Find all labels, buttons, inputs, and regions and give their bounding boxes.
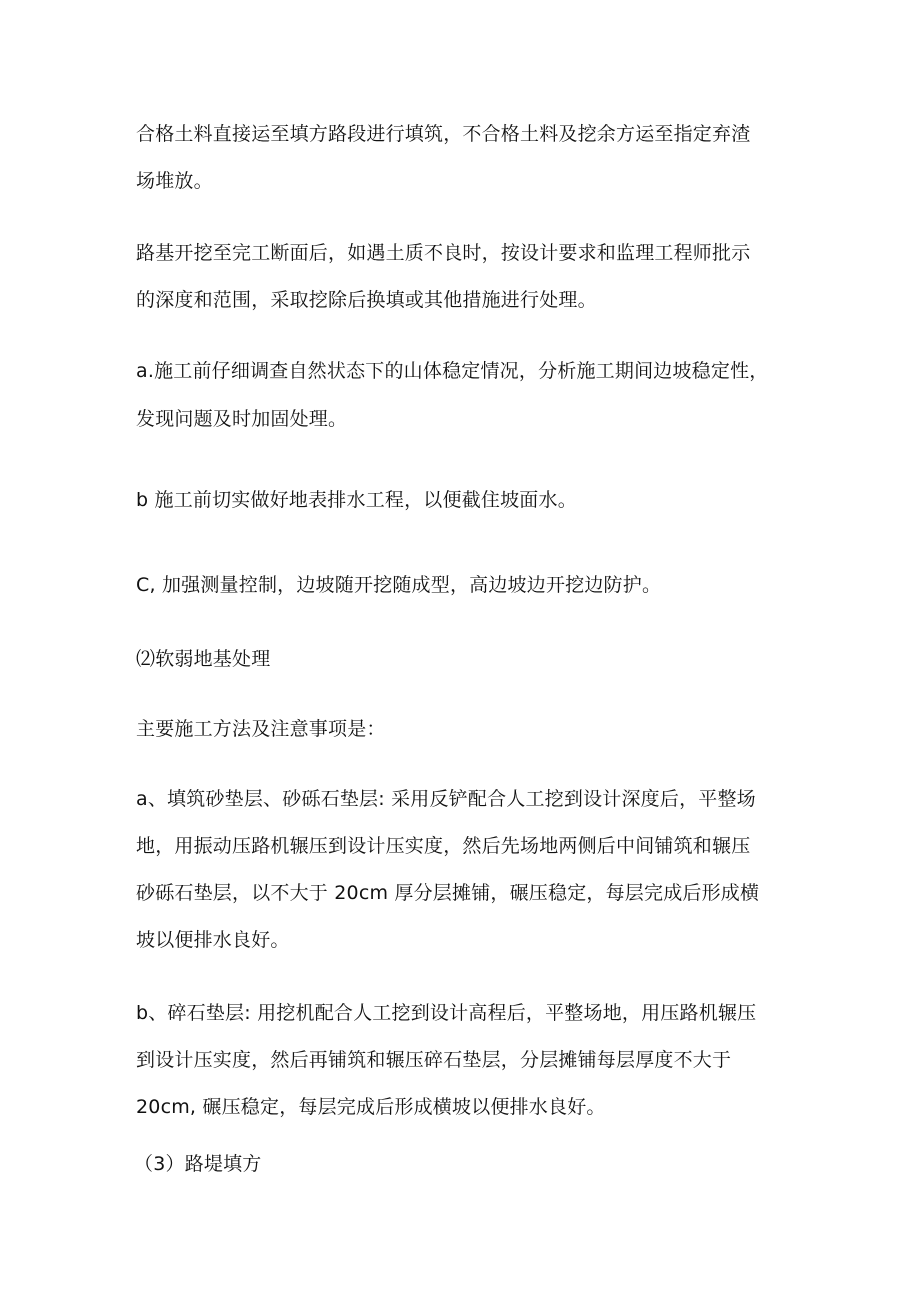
section-heading-embankment-fill: （3）路堤填方 [134,1153,262,1175]
paragraph-9-line-3: 20cm, 碾压稳定，每层完成后形成横坡以便排水良好。 [136,1096,606,1118]
paragraph-5-line-1: C, 加强测量控制，边坡随开挖随成型，高边坡边开挖边防护。 [136,574,662,596]
section-heading-soft-foundation: ⑵软弱地基处理 [136,648,271,670]
paragraph-1-line-1: 合格土料直接运至填方路段进行填筑，不合格土料及挖余方运至指定弃渣 [136,123,751,145]
paragraph-9-line-2: 到设计压实度，然后再铺筑和辗压碎石垫层，分层摊铺每层厚度不大于 [136,1049,732,1071]
paragraph-4-line-1: b 施工前切实做好地表排水工程，以便截住坡面水。 [136,489,577,511]
paragraph-3-line-1: a.施工前仔细调查自然状态下的山体稳定情况，分析施工期间边坡稳定性， [136,360,769,382]
paragraph-9-line-1: b、碎石垫层: 用挖机配合人工挖到设计高程后，平整场地，用压路机辗压 [136,1002,757,1024]
paragraph-7-line-1: 主要施工方法及注意事项是： [136,718,386,740]
paragraph-1-line-2: 场堆放。 [136,170,213,192]
paragraph-8-line-3: 砂砾石垫层，以不大于 20cm 厚分层摊铺，碾压稳定，每层完成后形成横 [136,882,760,904]
paragraph-8-line-1: a、填筑砂垫层、砂砾石垫层: 采用反铲配合人工挖到设计深度后，平整场 [136,788,756,810]
paragraph-8-line-2: 地，用振动压路机辗压到设计压实度，然后先场地两侧后中间铺筑和辗压 [136,835,751,857]
paragraph-8-line-4: 坡以便排水良好。 [136,929,290,951]
paragraph-3-line-2: 发现问题及时加固处理。 [136,408,348,430]
paragraph-2-line-1: 路基开挖至完工断面后，如遇土质不良时，按设计要求和监理工程师批示 [136,242,751,264]
paragraph-2-line-2: 的深度和范围，采取挖除后换填或其他措施进行处理。 [136,289,597,311]
